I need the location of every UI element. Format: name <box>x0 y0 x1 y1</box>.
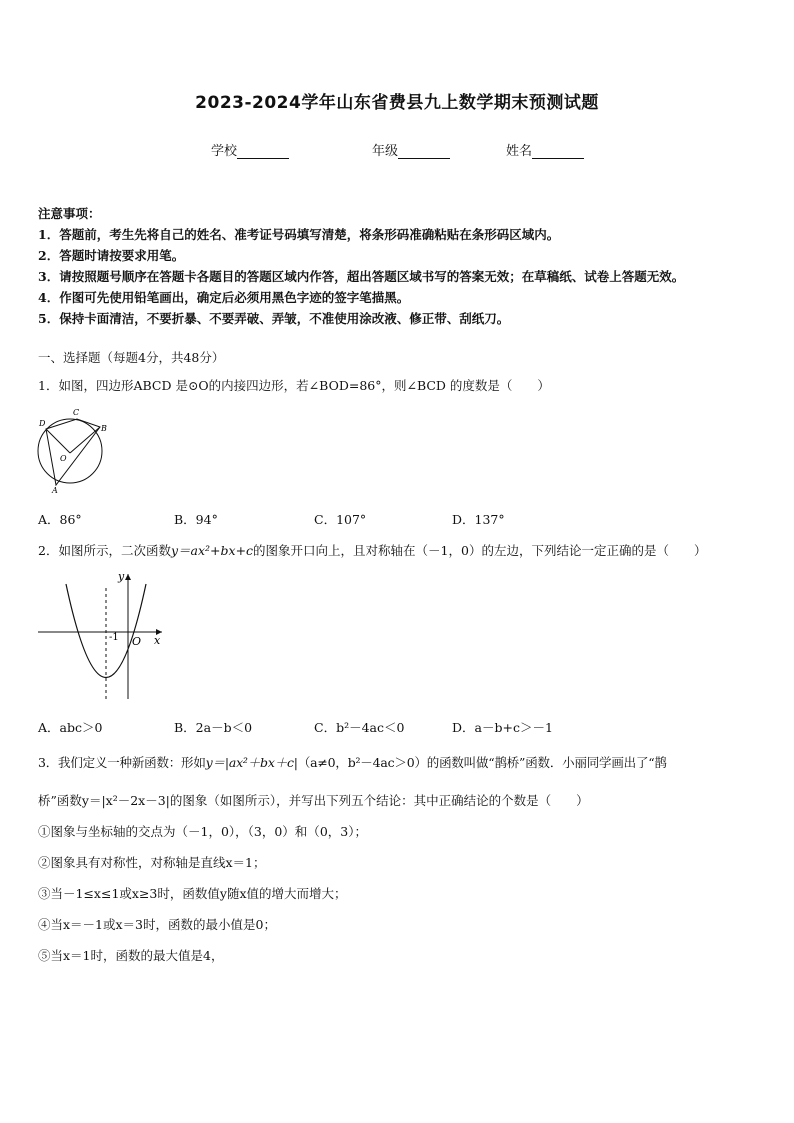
q2-choice-c: C．b²－4ac＜0 <box>314 720 405 735</box>
q3-stem-text-a: 3．我们定义一种新函数：形如 <box>38 755 206 770</box>
label-c: C <box>73 408 80 417</box>
label-d: D <box>39 419 46 428</box>
q3-statement: ④当x＝－1或x＝3时，函数的最小值是0； <box>38 917 276 932</box>
q1-circle-figure <box>34 406 114 496</box>
segment-ob <box>70 427 100 453</box>
name-blank <box>532 145 584 159</box>
q3-stem-formula: y＝|ax²＋bx＋c| <box>205 755 298 770</box>
q2-choice-a: A．abc＞0 <box>38 720 103 735</box>
x-label: x <box>154 634 161 647</box>
school-field <box>211 140 289 159</box>
label-a: A <box>52 486 58 495</box>
q3-statement: ③当－1≤x≤1或x≥3时，函数值y随x值的增大而增大； <box>38 886 347 901</box>
label-o: O <box>60 454 67 463</box>
label-b: B <box>101 424 107 433</box>
notes-heading: 注意事项： <box>38 206 101 221</box>
name-field <box>506 140 584 159</box>
page-title: 2023-2024学年山东省费县九上数学期末预测试题 <box>195 93 599 113</box>
q2-choice-b: B．2a－b＜0 <box>174 720 253 735</box>
section-heading: 一、选择题（每题4分，共48分） <box>38 350 225 365</box>
q2-parabola-graph <box>36 566 168 702</box>
q3-stem-line1 <box>38 753 758 771</box>
q3-statement: ⑤当x＝1时，函数的最大值是4， <box>38 948 224 963</box>
q1-choice-b: B．94° <box>174 512 218 527</box>
school-label: 学校 <box>211 144 238 159</box>
q1-stem: 1．如图，四边形ABCD 是⊙O的内接四边形，若∠BOD=86°，则∠BCD 的度数是（ ） <box>38 378 550 393</box>
q3-statement: ②图象具有对称性，对称轴是直线x＝1； <box>38 855 266 870</box>
q2-choice-d: D．a－b+c＞－1 <box>452 720 553 735</box>
q2-stem-text-b: 的图象开口向上，且对称轴在（－1，0）的左边，下列结论一定正确的是（ ） <box>253 543 707 558</box>
q3-stem-text-b: （a≠0，b²－4ac＞0）的函数叫做“鹊桥”函数．小丽同学画出了“鹊 <box>297 755 667 770</box>
neg-one-label: -1 <box>109 632 119 643</box>
grade-field <box>372 140 450 159</box>
q3-statement: ①图象与坐标轴的交点为（－1，0），（3，0）和（0，3）； <box>38 824 367 839</box>
note-item: 5．保持卡面清洁，不要折暴、不要弄破、弄皱，不准使用涂改液、修正带、刮纸刀。 <box>38 311 510 326</box>
note-item: 1．答题前，考生先将自己的姓名、准考证号码填写清楚，将条形码准确粘贴在条形码区域内。 <box>38 227 560 242</box>
y-axis-arrow <box>125 574 131 580</box>
note-item: 3．请按照题号顺序在答题卡各题目的答题区域内作答，超出答题区域书写的答案无效；在草稿纸、试卷上答题无效。 <box>38 269 685 284</box>
q2-stem-function: y＝ax²+bx+c <box>170 543 254 558</box>
notes-block <box>38 203 684 329</box>
grade-blank <box>398 145 450 159</box>
origin-label: O <box>132 635 142 648</box>
q1-choice-a: A．86° <box>38 512 82 527</box>
y-label: y <box>118 570 125 583</box>
school-blank <box>237 145 289 159</box>
q1-choice-c: C．107° <box>314 512 367 527</box>
quadrilateral-abcd <box>46 419 100 485</box>
name-label: 姓名 <box>506 144 533 159</box>
note-item: 2．答题时请按要求用笔。 <box>38 248 185 263</box>
q1-choice-d: D．137° <box>452 512 505 527</box>
note-item: 4．作图可先使用铅笔画出，确定后必须用黑色字迹的签字笔描黑。 <box>38 290 410 305</box>
grade-label: 年级 <box>372 144 399 159</box>
q2-stem-text-a: 2．如图所示，二次函数 <box>38 543 171 558</box>
q2-stem <box>38 541 706 559</box>
q3-stem-line2: 桥”函数y＝|x²－2x－3|的图象（如图所示），并写出下列五个结论：其中正确结论的个数是（ ） <box>38 793 589 808</box>
